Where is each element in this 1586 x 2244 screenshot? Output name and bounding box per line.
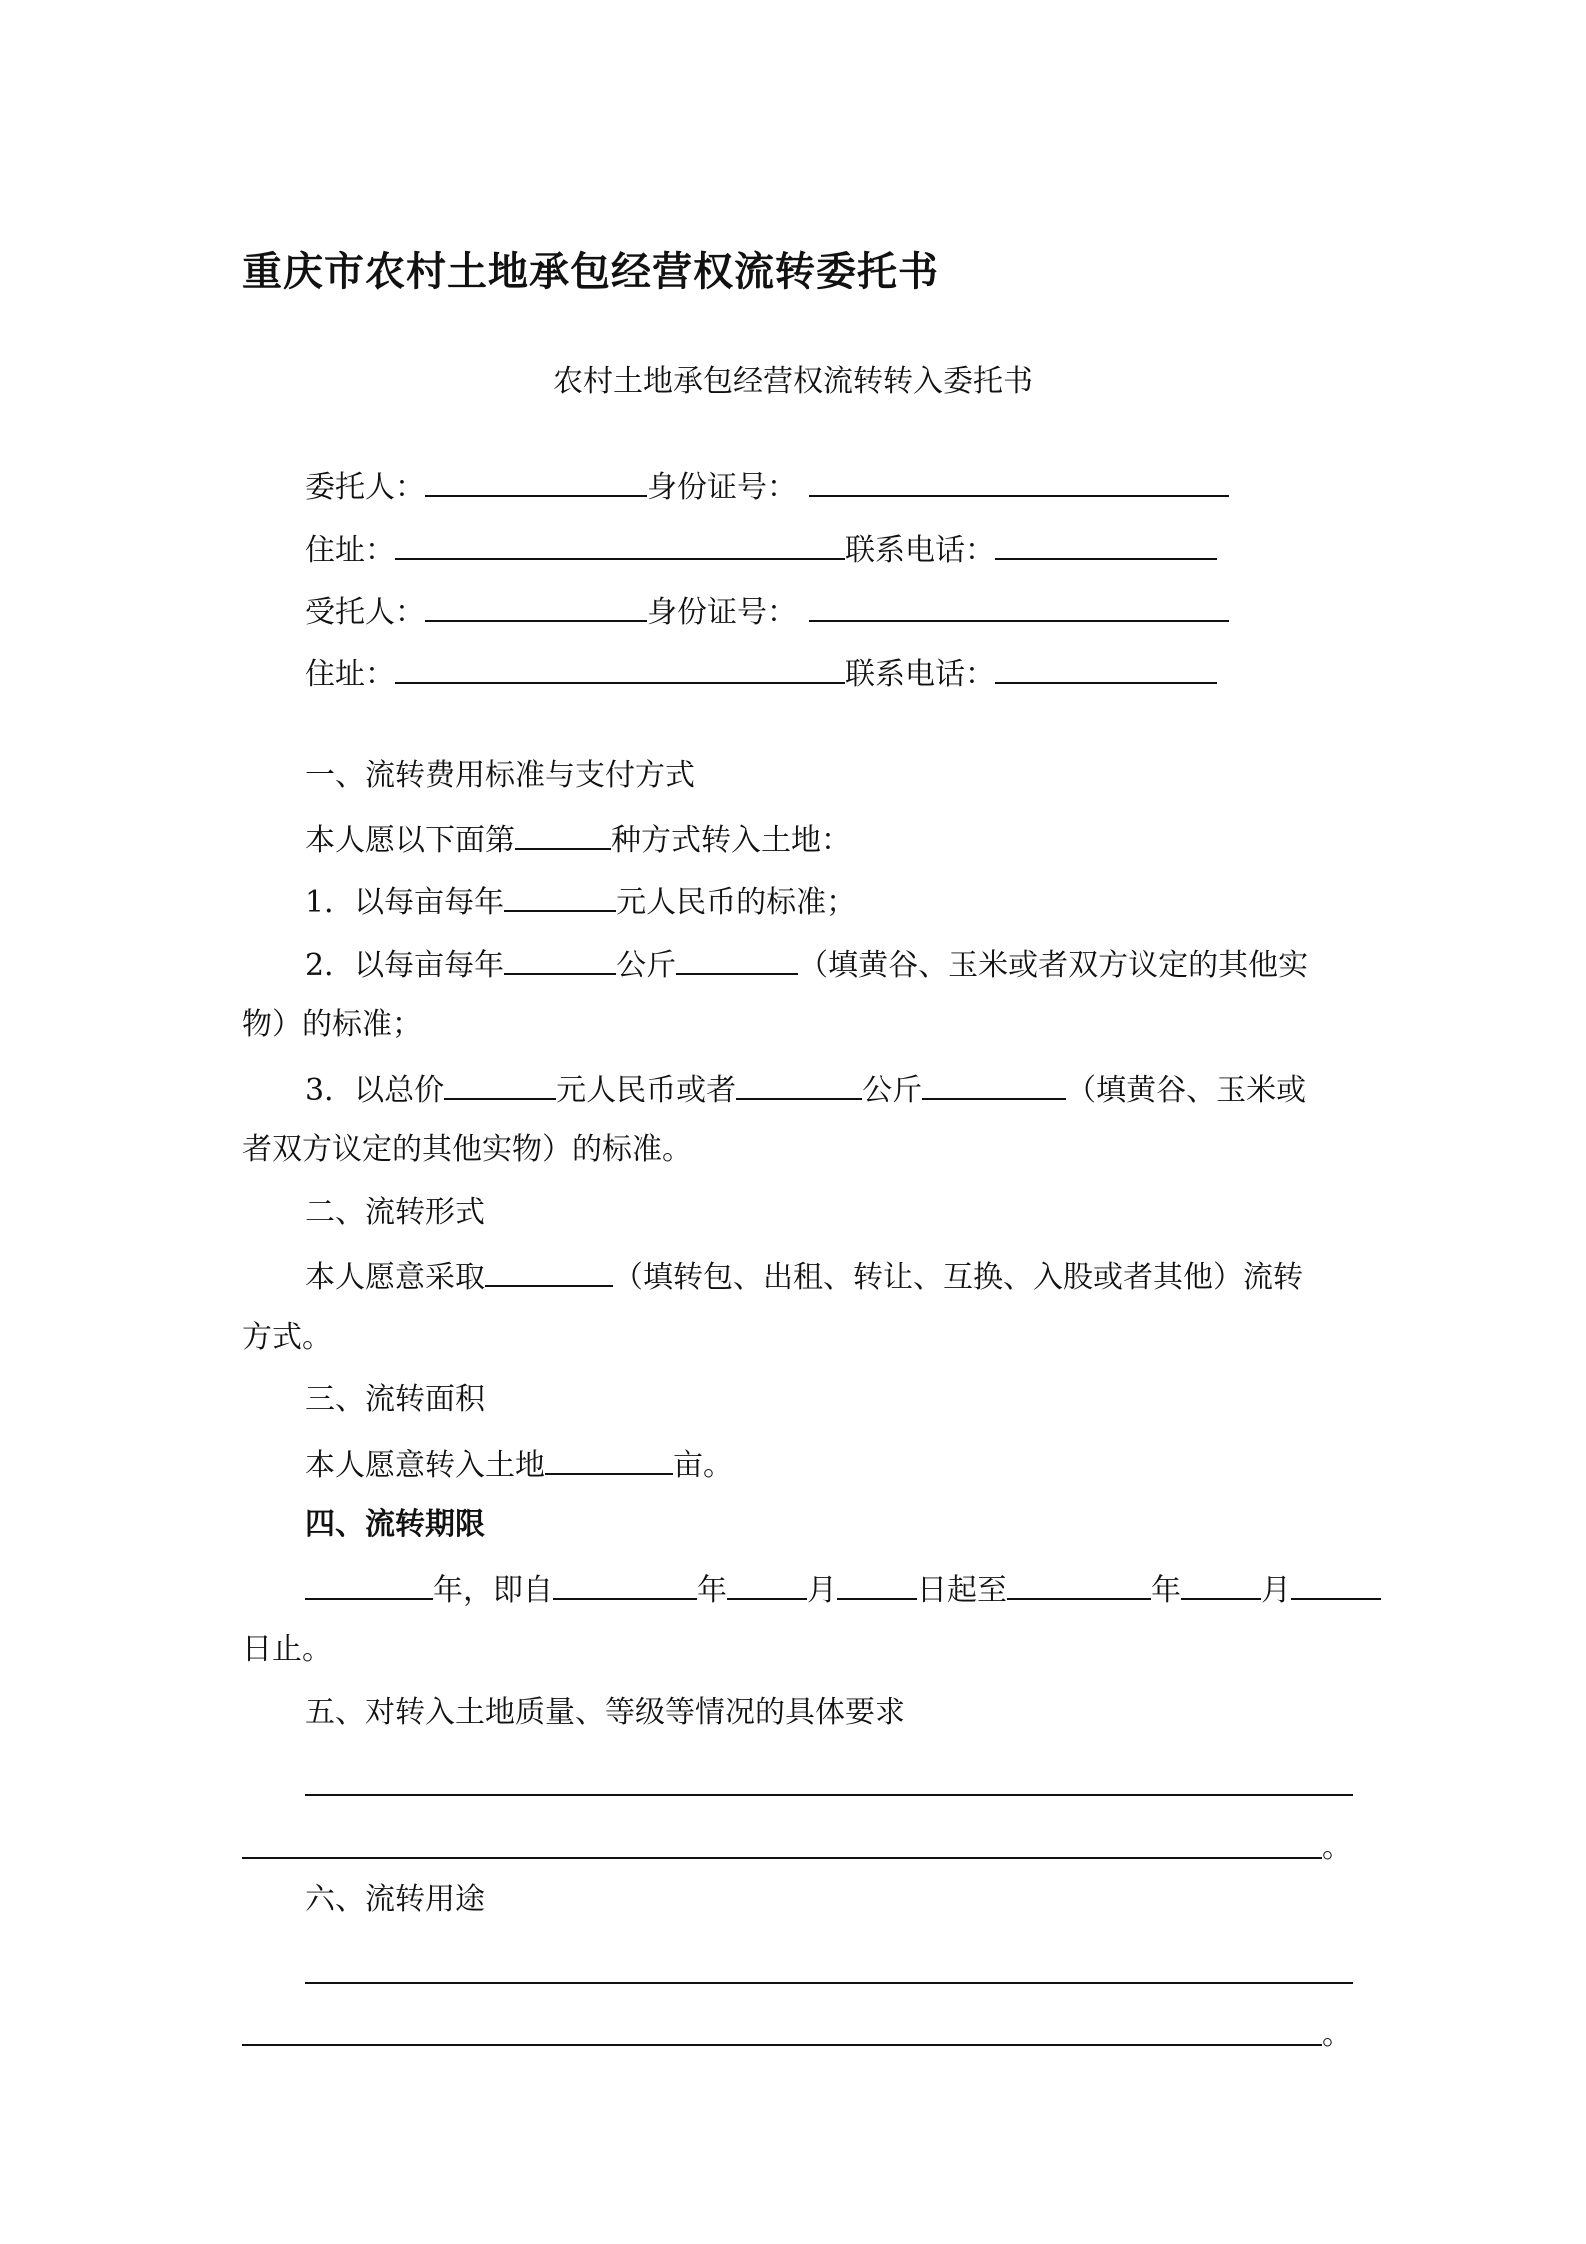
option2-unit: 公斤	[616, 948, 677, 983]
start-month-label: 月	[807, 1573, 837, 1608]
agent-label: 受托人：	[305, 595, 425, 630]
method-number-field[interactable]	[515, 818, 611, 850]
section4-term-line	[305, 1568, 1381, 1608]
option3-text-mid: 元人民币或者	[556, 1073, 737, 1108]
term-years-label: 年，即自	[433, 1573, 553, 1608]
start-year-label: 年	[697, 1573, 727, 1608]
section4-heading: 四、流转期限	[305, 1507, 485, 1542]
start-day-label: 日起至	[917, 1573, 1007, 1608]
agent-phone-field[interactable]	[995, 652, 1217, 684]
start-year-field[interactable]	[553, 1568, 697, 1600]
option2-item-field[interactable]	[676, 943, 798, 975]
option2-text: 2．以每亩每年	[305, 948, 505, 983]
section1-intro	[305, 818, 851, 858]
section6-period: 。	[1322, 2017, 1352, 2052]
principal-name-field[interactable]	[425, 465, 647, 497]
principal-address-field[interactable]	[395, 528, 845, 560]
option2-cont: 物）的标准；	[242, 1007, 422, 1042]
agent-address-field[interactable]	[395, 652, 845, 684]
principal-phone-field[interactable]	[995, 528, 1217, 560]
agent-id-field[interactable]	[809, 590, 1229, 622]
principal-id-label: 身份证号：	[647, 470, 797, 505]
section3-heading: 三、流转面积	[305, 1382, 485, 1417]
usage-line-2[interactable]	[242, 2044, 1322, 2046]
quality-requirements-line-1[interactable]	[305, 1794, 1353, 1796]
option1-amount-field[interactable]	[504, 880, 616, 912]
option3-text: 3．以总价	[305, 1073, 445, 1108]
option1-line	[305, 880, 856, 920]
principal-row	[305, 465, 1229, 505]
principal-address-row	[305, 528, 1217, 568]
section6-heading: 六、流转用途	[305, 1882, 485, 1917]
agent-address-row	[305, 652, 1217, 692]
option3-kg-field[interactable]	[736, 1068, 862, 1100]
usage-line-1[interactable]	[305, 1982, 1353, 1984]
end-year-label: 年	[1151, 1573, 1181, 1608]
section3-unit: 亩。	[673, 1448, 733, 1483]
section1-intro-text: 本人愿以下面第	[305, 823, 515, 858]
term-years-field[interactable]	[305, 1568, 433, 1600]
document-title: 重庆市农村土地承包经营权流转委托书	[242, 249, 939, 295]
section2-heading: 二、流转形式	[305, 1195, 485, 1230]
section5-heading: 五、对转入土地质量、等级等情况的具体要求	[305, 1695, 905, 1730]
principal-label: 委托人：	[305, 470, 425, 505]
end-month-field[interactable]	[1181, 1568, 1261, 1600]
agent-phone-label: 联系电话：	[845, 657, 995, 692]
end-month-label: 月	[1261, 1573, 1291, 1608]
option2-line	[305, 943, 1308, 983]
section3-text-start: 本人愿意转入土地	[305, 1448, 545, 1483]
principal-phone-label: 联系电话：	[845, 533, 995, 568]
section3-text	[305, 1443, 733, 1483]
start-month-field[interactable]	[727, 1568, 807, 1600]
agent-name-field[interactable]	[425, 590, 647, 622]
end-day-field[interactable]	[1291, 1568, 1381, 1600]
principal-address-label: 住址：	[305, 533, 395, 568]
section2-cont: 方式。	[242, 1320, 332, 1355]
start-day-field[interactable]	[837, 1568, 917, 1600]
section1-intro-text-end: 种方式转入土地：	[611, 823, 851, 858]
end-year-field[interactable]	[1007, 1568, 1151, 1600]
document-subtitle: 农村土地承包经营权流转转入委托书	[553, 364, 1033, 399]
section5-period: 。	[1322, 1830, 1352, 1865]
agent-id-label: 身份证号：	[647, 595, 797, 630]
option3-line	[305, 1068, 1306, 1108]
section4-end: 日止。	[242, 1632, 332, 1667]
option3-note: （填黄谷、玉米或	[1066, 1073, 1307, 1108]
section1-heading: 一、流转费用标准与支付方式	[305, 758, 695, 793]
principal-id-field[interactable]	[809, 465, 1229, 497]
agent-row	[305, 590, 1229, 630]
option2-kg-field[interactable]	[504, 943, 616, 975]
quality-requirements-line-2[interactable]	[242, 1857, 1322, 1859]
option3-unit: 公斤	[862, 1073, 923, 1108]
transfer-form-field[interactable]	[485, 1255, 613, 1287]
option1-text: 1．以每亩每年	[305, 885, 505, 920]
area-field[interactable]	[545, 1443, 673, 1475]
option3-item-field[interactable]	[922, 1068, 1066, 1100]
option1-text-end: 元人民币的标准；	[616, 885, 857, 920]
agent-address-label: 住址：	[305, 657, 395, 692]
option2-note: （填黄谷、玉米或者双方议定的其他实	[798, 948, 1309, 983]
option3-cont: 者双方议定的其他实物）的标准。	[242, 1132, 692, 1167]
option3-total-field[interactable]	[444, 1068, 556, 1100]
section2-text-start: 本人愿意采取	[305, 1260, 485, 1295]
section2-text-end: （填转包、出租、转让、互换、入股或者其他）流转	[613, 1260, 1303, 1295]
section2-text	[305, 1255, 1303, 1295]
